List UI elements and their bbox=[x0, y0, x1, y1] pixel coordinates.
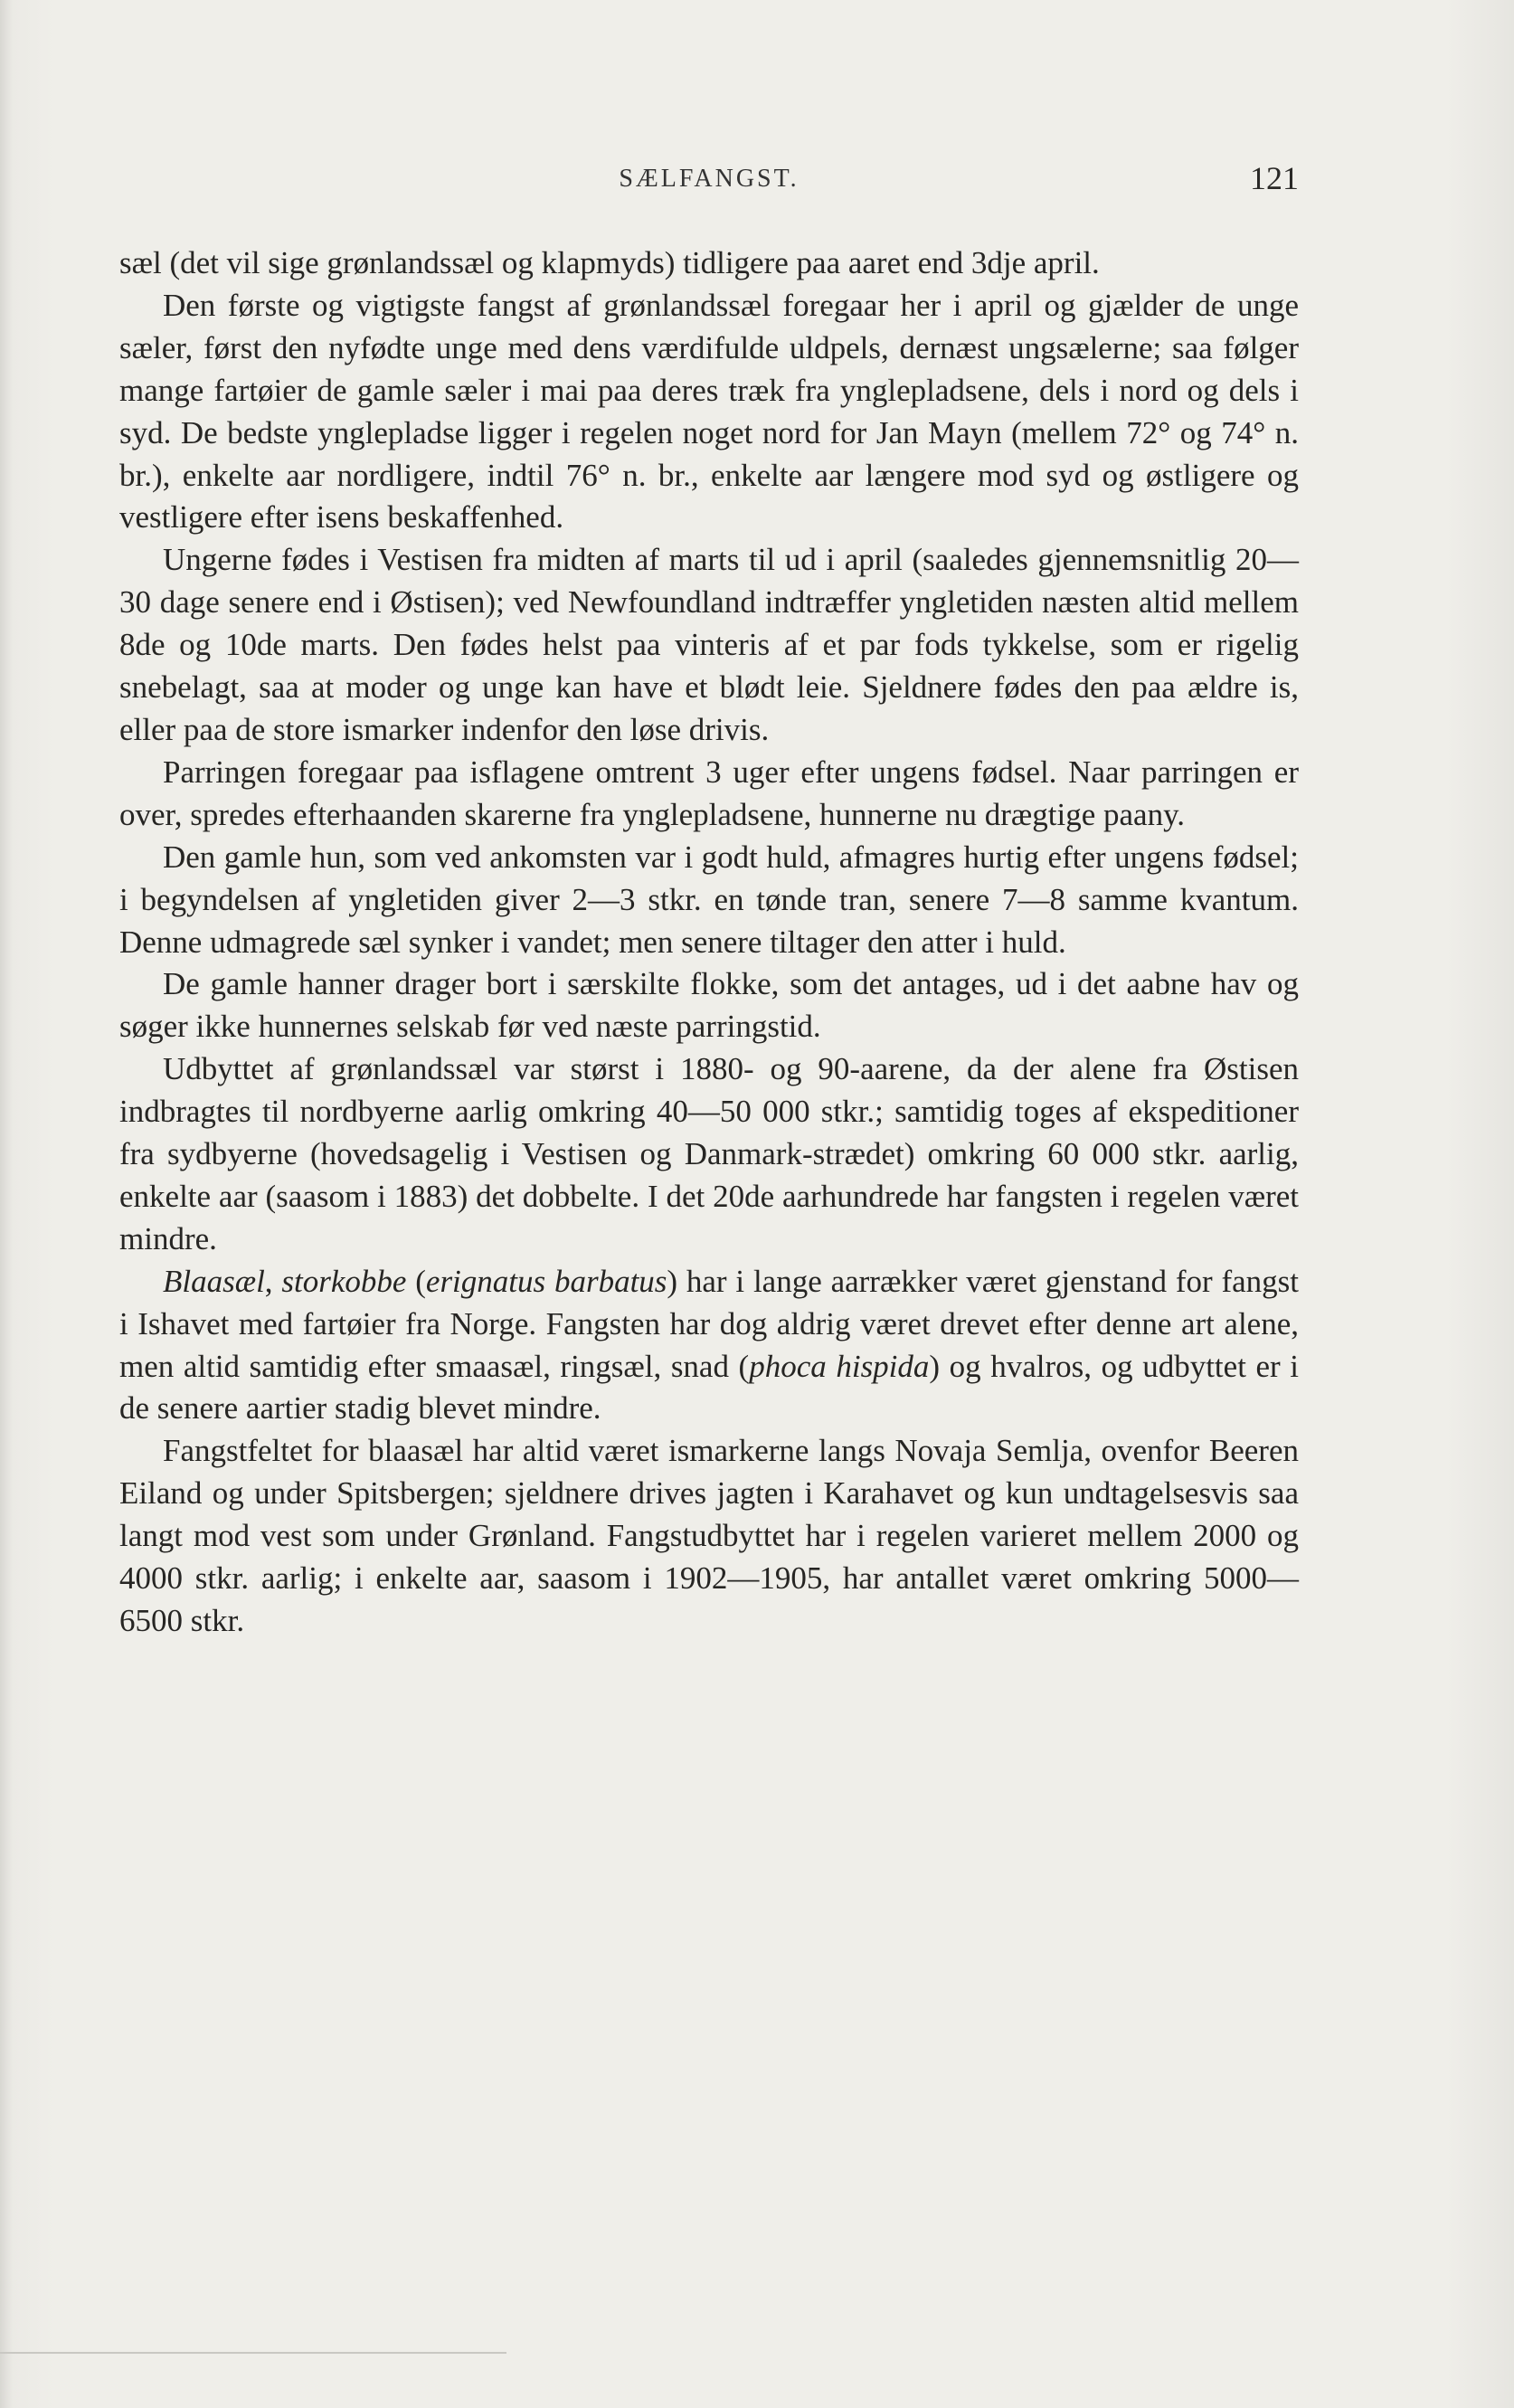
paragraph bbox=[119, 1261, 1299, 1431]
paragraph bbox=[119, 242, 1299, 285]
paragraph bbox=[119, 963, 1299, 1048]
page-header bbox=[119, 154, 1299, 204]
paragraph bbox=[119, 752, 1299, 837]
page-edge-mark bbox=[0, 2352, 506, 2354]
italic-term: erignatus barbatus bbox=[425, 1263, 667, 1299]
page-number: 121 bbox=[1250, 160, 1299, 196]
paragraph-text: Fangstfeltet for blaasæl har altid været ismarkerne langs Novaja Semlja, ovenfor Beeren Eiland og under Spitsbergen; sjeldnere drives jagten i Karahavet og kun undtagelsesvis saa langt mod vest som under Grønland. Fangstudbyttet har i regelen varieret mellem 2000 og 4000 stkr. aarlig; i enkelte aar, saasom i 1902—1905, har antallet været omkring 5000—6500 stkr. bbox=[119, 1433, 1299, 1638]
paragraph-text: , bbox=[264, 1263, 282, 1299]
paragraph bbox=[119, 1430, 1299, 1643]
paragraph bbox=[119, 1048, 1299, 1261]
body-text bbox=[119, 242, 1299, 1643]
paragraph-text: sæl (det vil sige grønlandssæl og klapmyds) tidligere paa aaret end 3dje april. bbox=[119, 245, 1100, 280]
paragraph-text: ) og hvalros, og udbyttet er i de senere aartier stadig blevet mindre. bbox=[119, 1348, 1300, 1427]
paragraph-text: De gamle hanner drager bort i særskilte flokke, som det antages, ud i det aabne hav og søger ikke hunnernes selskab før ved næste parringstid. bbox=[119, 966, 1299, 1045]
paragraph-text: Den første og vigtigste fangst af grønlandssæl foregaar her i april og gjælder de unge sæler, først den nyfødte unge med dens værdifulde uldpels, dernæst ungsælerne; saa følger mange fartøier de gamle sæler i mai paa deres træk fra ynglepladsene, dels i nord og dels i syd. De bedste ynglepladse ligger i regelen noget nord for Jan Mayn (mellem 72° og 74° n. br.), enkelte aar nordligere, indtil 76° n. br., enkelte aar længere mod syd og østligere og vestligere efter isens beskaffenhed. bbox=[119, 287, 1299, 536]
running-title: SÆLFANGST. bbox=[619, 165, 800, 193]
paragraph-text: Den gamle hun, som ved ankomsten var i godt huld, afmagres hurtig efter ungens fødsel; i begyndelsen af yngletiden giver 2—3 stkr. en tønde tran, senere 7—8 samme kvantum. Denne udmagrede sæl synker i vandet; men senere tiltager den atter i huld. bbox=[119, 839, 1299, 960]
paragraph-text: ) har i lange aarrækker været gjenstand for fangst i Ishavet med fartøier fra Norge. Fangsten har dog aldrig været drevet efter denne art alene, men altid samtidig efter smaasæl, ringsæl, snad ( bbox=[119, 1263, 1299, 1384]
paragraph bbox=[119, 539, 1299, 752]
paragraph bbox=[119, 285, 1299, 539]
paragraph-text: Parringen foregaar paa isflagene omtrent 3 uger efter ungens fødsel. Naar parringen er over, spredes efterhaanden skarerne fra ynglepladsene, hunnerne nu drægtige paany. bbox=[119, 754, 1299, 832]
paragraph bbox=[119, 837, 1299, 964]
italic-term: phoca hispida bbox=[749, 1348, 930, 1384]
paragraph-text: Udbyttet af grønlandssæl var størst i 1880- og 90-aarene, da der alene fra Østisen indbragtes til nordbyerne aarlig omkring 40—50 000 stkr.; samtidig toges af ekspeditioner fra sydbyerne (hovedsagelig i Vestisen og Danmark-strædet) omkring 60 000 stkr. aarlig, enkelte aar (saasom i 1883) det dobbelte. I det 20de aarhundrede har fangsten i regelen været mindre. bbox=[119, 1051, 1299, 1256]
italic-term: Blaasæl bbox=[163, 1263, 265, 1299]
italic-term: storkobbe bbox=[281, 1263, 407, 1299]
paragraph-text: ( bbox=[406, 1263, 426, 1299]
paragraph-text: Ungerne fødes i Vestisen fra midten af marts til ud i april (saaledes gjennemsnitlig 20—30 dage senere end i Østisen); ved Newfoundland indtræffer yngletiden næsten altid mellem 8de og 10de marts. Den fødes helst paa vinteris af et par fods tykkelse, som er rigelig snebelagt, saa at moder og unge kan have et blødt leie. Sjeldnere fødes den paa ældre is, eller paa de store ismarker indenfor den løse drivis. bbox=[119, 542, 1299, 747]
